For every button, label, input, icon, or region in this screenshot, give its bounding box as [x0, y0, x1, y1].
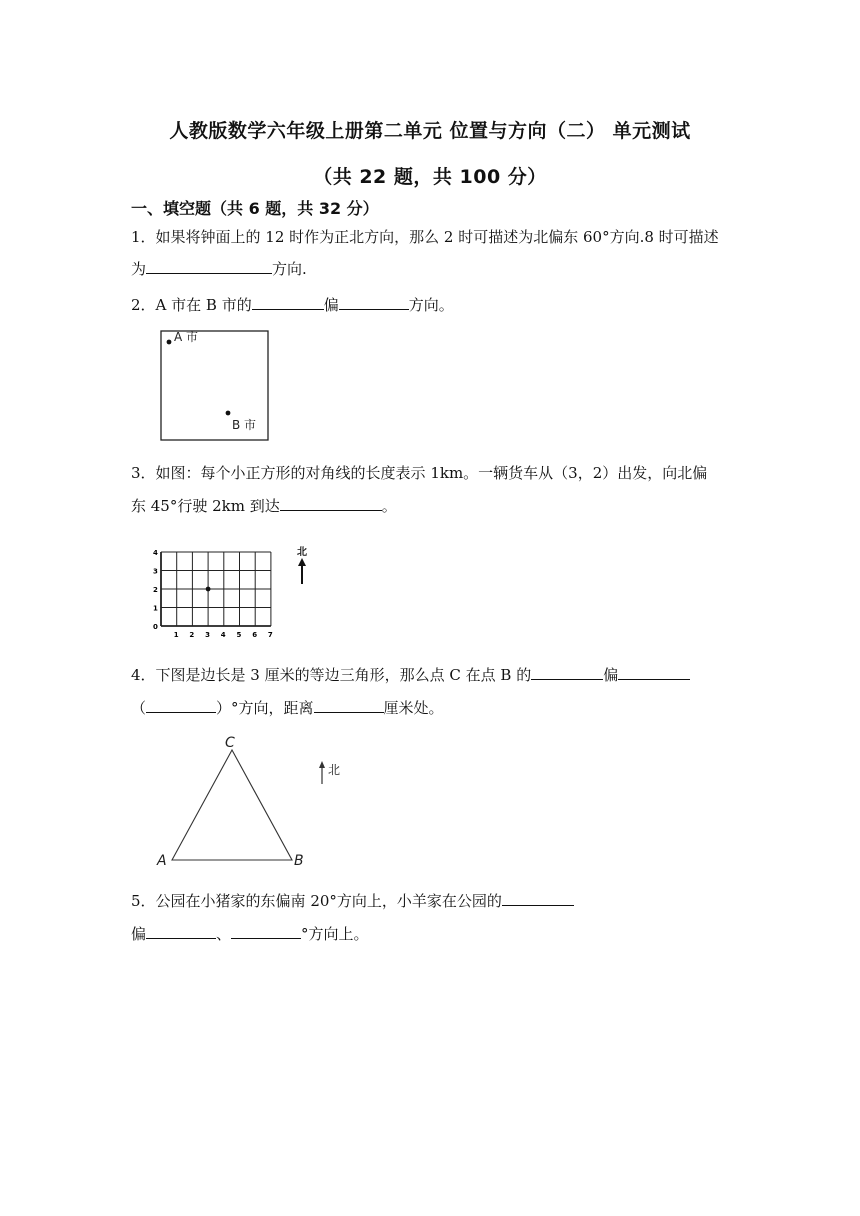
q5-text-pre2: 偏: [131, 925, 147, 943]
q4-answer-blank-4[interactable]: [314, 697, 384, 713]
q3-y-tick-label: 0: [153, 623, 158, 631]
q2-label-a: A 市: [174, 330, 199, 344]
q3-grid-lines: [161, 552, 271, 626]
q3-x-tick-label: 5: [236, 631, 242, 639]
q4-text-open: （: [131, 699, 147, 717]
q3-x-tick-label: 7: [267, 631, 273, 639]
q4-label-a: A: [157, 853, 167, 869]
q5-line2: [131, 923, 369, 944]
q5-text-post: °方向上。: [301, 925, 369, 943]
q3-x-tick-label: 3: [205, 631, 210, 639]
q3-line1: 3．如图：每个小正方形的对角线的长度表示 1km。一辆货车从（3，2）出发，向北偏: [131, 464, 708, 482]
q3-x-tick-label: 2: [189, 631, 195, 639]
q4-answer-blank-2[interactable]: [618, 664, 690, 680]
q3-y-tick-label: 2: [153, 586, 158, 594]
q2-answer-blank-2[interactable]: [339, 294, 409, 310]
q5-text-pre: 5．公园在小猪家的东偏南 20°方向上，小羊家在公园的: [131, 892, 502, 910]
q4-north-arrowhead: [319, 761, 325, 768]
q3-answer-blank[interactable]: [280, 495, 382, 511]
q4-text-mid2: ）°方向，距离: [216, 699, 314, 717]
q4-text-pre: 4．下图是边长是 3 厘米的等边三角形，那么点 C 在点 B 的: [131, 666, 532, 684]
q2-text-post: 方向。: [408, 296, 454, 314]
q5-answer-blank-2[interactable]: [146, 923, 216, 939]
q1-text-post: 方向.: [272, 260, 307, 278]
q2-map-figure: [158, 328, 272, 444]
q2-answer-blank-1[interactable]: [252, 294, 324, 310]
q3-x-tick-label: 1: [173, 631, 179, 639]
q3-text-post: 。: [381, 497, 397, 515]
q3-y-tick-label: 4: [153, 549, 158, 557]
q4-north-label: 北: [328, 763, 341, 777]
q3-x-tick-label: 4: [220, 631, 226, 639]
q3-line2: [131, 495, 397, 516]
q3-text-pre: 东 45°行驶 2km 到达: [131, 497, 280, 515]
q4-label-b: B: [294, 853, 304, 869]
page-title: 人教版数学六年级上册第二单元 位置与方向（二） 单元测试: [169, 120, 691, 142]
q3-y-tick-label: 1: [153, 604, 158, 613]
q1-line1: 1．如果将钟面上的 12 时作为正北方向，那么 2 时可描述为北偏东 60°方向.8 时可描述: [131, 228, 719, 246]
q5-line1: [131, 890, 574, 911]
q4-text-post: 厘米处。: [383, 699, 444, 717]
section-heading: 一、填空题（共 6 题，共 32 分）: [131, 199, 379, 218]
q4-triangle: [172, 750, 292, 860]
q4-triangle-figure: [148, 728, 358, 870]
q2-label-b: B 市: [232, 418, 257, 432]
q3-north-label: 北: [297, 547, 307, 558]
q5-answer-blank-1[interactable]: [502, 890, 574, 906]
q3-x-tick-label: 6: [252, 631, 258, 639]
q1-text-pre: 为: [131, 260, 147, 278]
q5-answer-blank-3[interactable]: [231, 923, 301, 939]
q2-text-mid: 偏: [323, 296, 339, 314]
q4-label-c: C: [225, 735, 235, 751]
q4-line2: [131, 697, 444, 718]
q3-north-arrowhead: [298, 558, 306, 566]
q2-line: [131, 294, 454, 315]
q1-answer-blank[interactable]: [146, 258, 272, 274]
q2-point-b: [226, 411, 231, 416]
q1-line2: [131, 258, 307, 279]
q4-answer-blank-3[interactable]: [146, 697, 216, 713]
q4-line1: [131, 664, 690, 685]
page-subtitle: （共 22 题，共 100 分）: [313, 166, 547, 188]
q4-answer-blank-1[interactable]: [531, 664, 603, 680]
q3-y-tick-label: 3: [153, 567, 158, 576]
q3-grid-figure: [150, 538, 320, 646]
q5-text-mid: 、: [216, 925, 232, 943]
q3-start-point: [206, 587, 211, 592]
q4-text-mid: 偏: [603, 666, 619, 684]
q2-point-a: [167, 340, 172, 345]
q2-text-pre: 2．A 市在 B 市的: [131, 296, 252, 314]
